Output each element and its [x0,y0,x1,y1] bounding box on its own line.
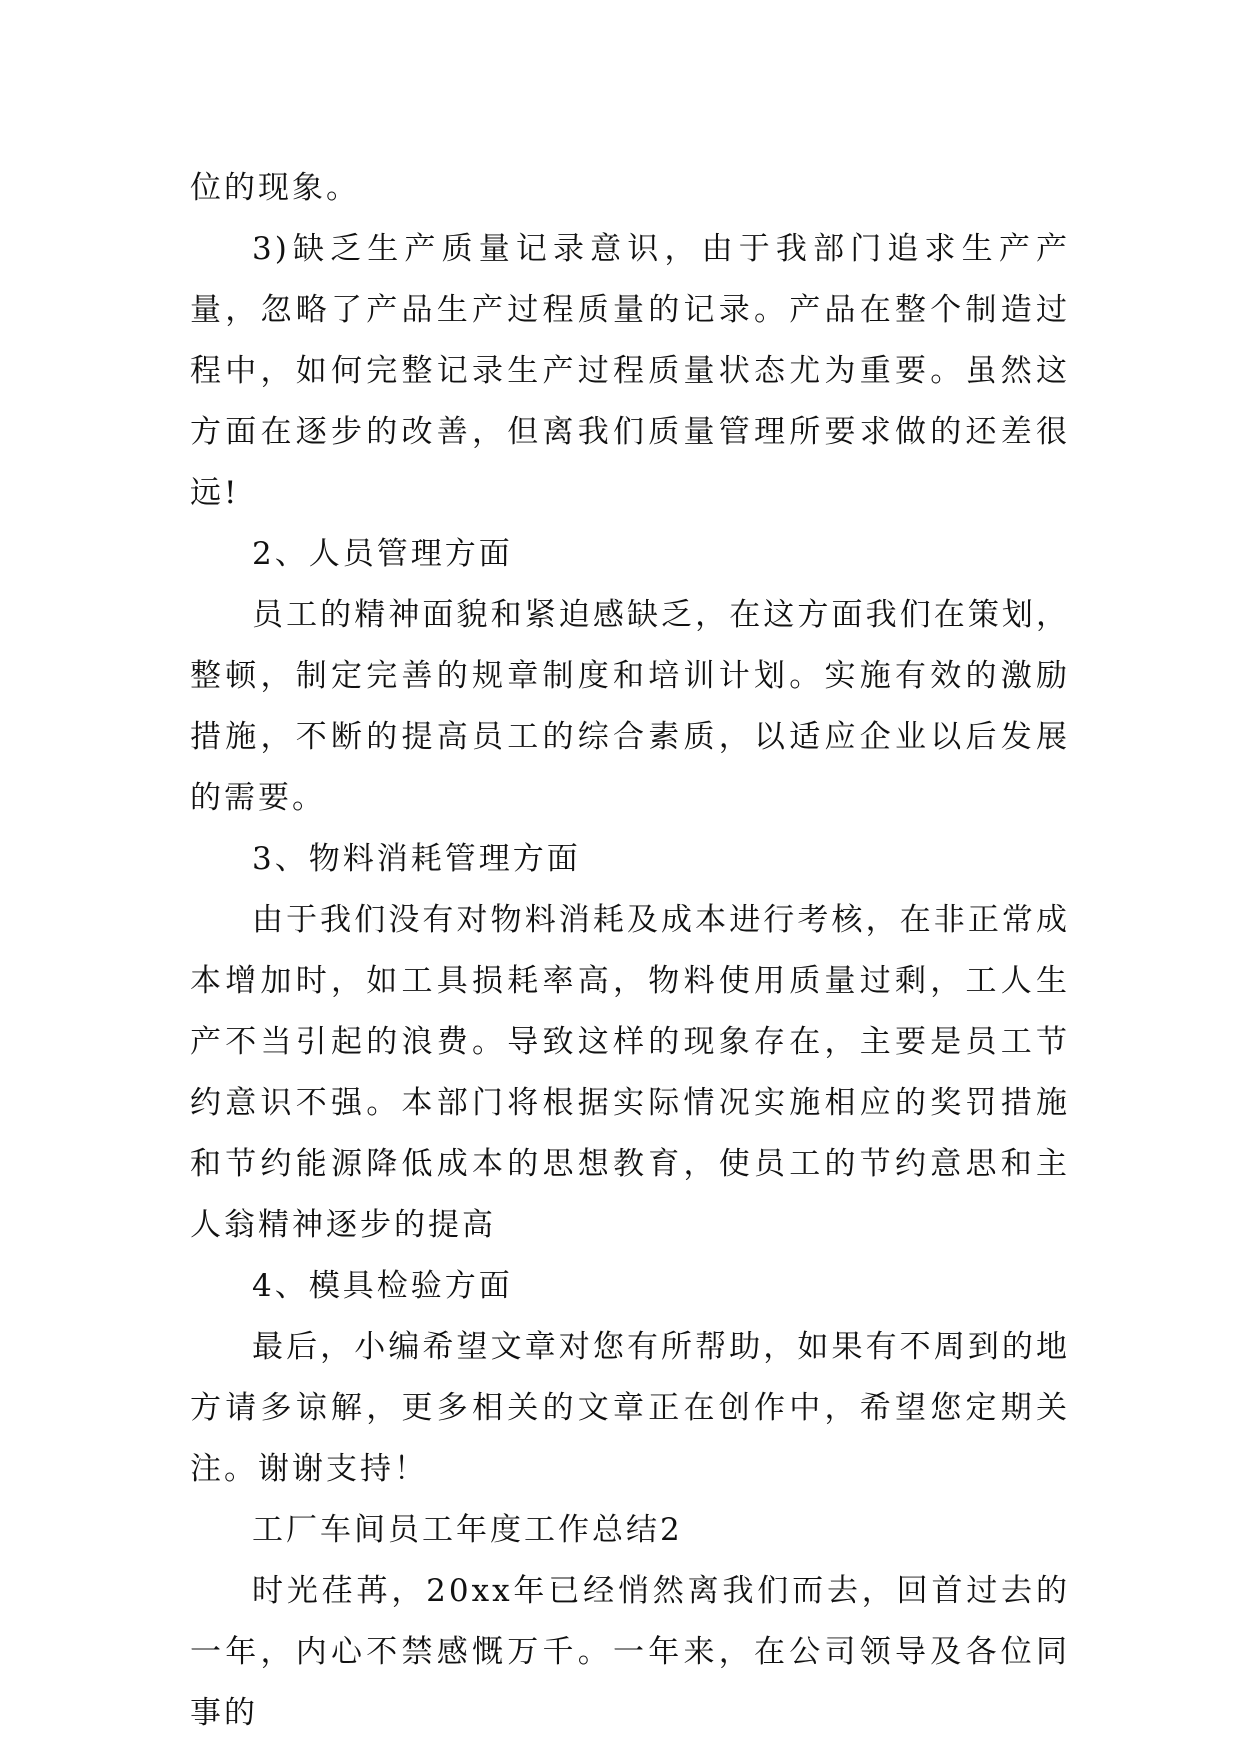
paragraph-closing-note: 最后，小编希望文章对您有所帮助，如果有不周到的地方请多谅解，更多相关的文章正在创作中，希望您定期关注。谢谢支持！ [190,1329,1070,1487]
heading-material-consumption: 3、物料消耗管理方面 [252,841,581,877]
paragraph-material: 由于我们没有对物料消耗及成本进行考核，在非正常成本增加时，如工具损耗率高，物料使用质量过剩，工人生产不当引起的浪费。导致这样的现象存在，主要是员工节约意识不强。本部门将根据实际情况实施相应的奖罚措施和节约能源降低成本的思想教育，使员工的节约意思和主人翁精神逐步的提高 [190,902,1070,1243]
paragraph-continuation: 位的现象。 [190,170,360,206]
heading-summary-2: 工厂车间员工年度工作总结2 [252,1512,683,1548]
heading-personnel-management: 2、人员管理方面 [252,536,513,572]
heading-mold-inspection: 4、模具检验方面 [252,1268,513,1304]
document-body [190,158,1070,1744]
paragraph-quality-record: 3)缺乏生产质量记录意识，由于我部门追求生产产量，忽略了产品生产过程质量的记录。产品在整个制造过程中，如何完整记录生产过程质量状态尤为重要。虽然这方面在逐步的改善，但离我们质量管理所要求做的还差很远! [190,231,1070,511]
paragraph-personnel: 员工的精神面貌和紧迫感缺乏，在这方面我们在策划，整顿，制定完善的规章制度和培训计划。实施有效的激励措施，不断的提高员工的综合素质，以适应企业以后发展的需要。 [190,597,1070,816]
paragraph-summary-2-intro: 时光荏苒，20xx年已经悄然离我们而去，回首过去的一年，内心不禁感慨万千。一年来，在公司领导及各位同事的 [190,1573,1070,1731]
